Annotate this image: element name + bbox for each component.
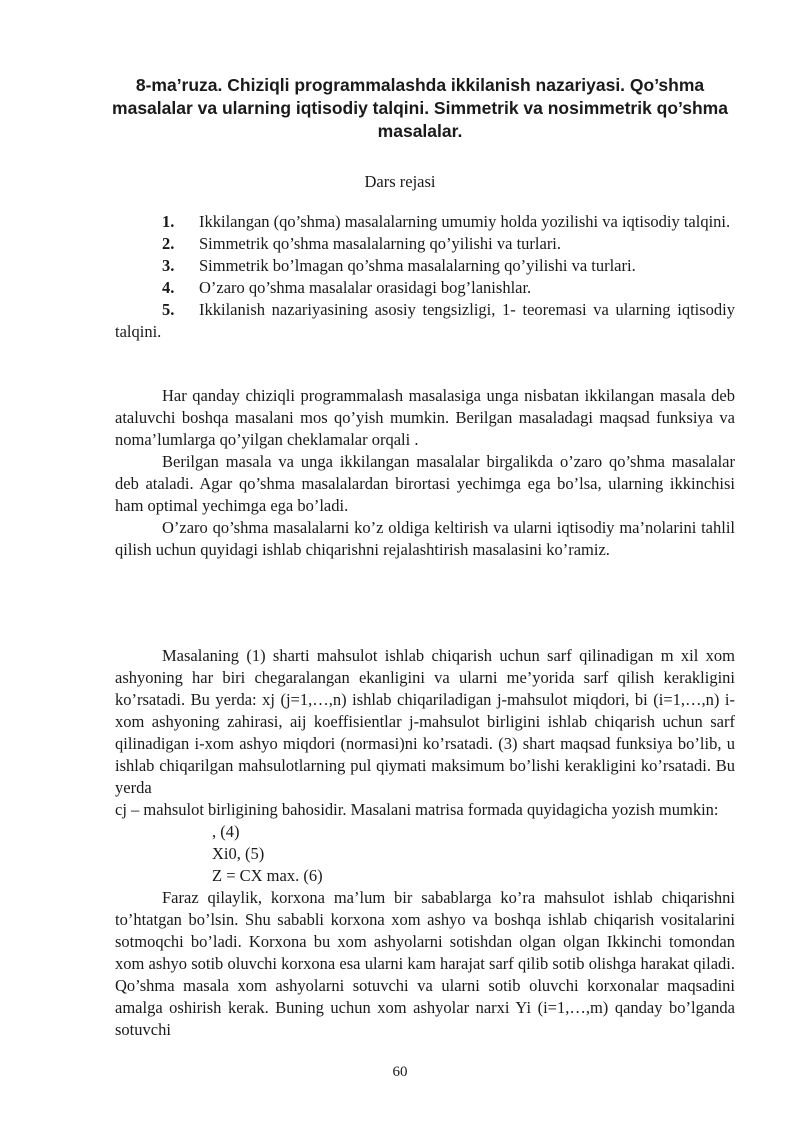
plan-heading: Dars rejasi <box>364 172 436 191</box>
plan-item-number: 3. <box>162 256 175 275</box>
body-section <box>115 645 735 1041</box>
plan-item <box>115 299 735 343</box>
plan-item <box>115 277 735 299</box>
plan-item-number: 5. <box>162 300 175 319</box>
lesson-plan-list <box>115 211 735 343</box>
body-paragraph: Faraz qilaylik, korxona ma’lum bir sabablarga ko’ra mahsulot ishlab chiqarishni to’htatgan bo’lsin. Shu sababli korxona xom ashyo va boshqa ishlab chiqarish vositalarini sotmoqchi bo’ladi. Korxona bu xom ashyolarni sotishdan olgan olgan Ikkinchi tomondan xom ashyo sotib oluvchi korxona esa ularni kam harajat sarf qilib sotib olishga harakat qiladi. Qo’shma masala xom ashyolarni sotuvchi va ularni sotib oluvchi korxonalar maqsadini amalga oshirish kerak. Buning uchun xom ashyolar narxi Yi (i=1,…,m) qanday bo’lganda sotuvchi <box>115 888 735 1039</box>
page-number: 60 <box>392 1064 408 1080</box>
plan-item-text: Simmetrik bo’lmagan qo’shma masalalarning qo’yilishi va turlari. <box>199 256 636 275</box>
intro-section <box>115 385 735 561</box>
body-paragraph: Masalaning (1) sharti mahsulot ishlab chiqarish uchun sarf qilinadigan m xil xom ashyoning har biri chegaralangan ekanligini va ularni me’yorida sarf qilish kerakligini ko’rsatadi. Bu yerda: xj (j=1,…,n) ishlab chiqariladigan j-mahsulot miqdori, bi (i=1,…,n) i-xom ashyoning zahirasi, aij koeffisientlar j-mahsulot birligini ishlab chiqarish uchun sarf qilinadigan i-xom ashyo miqdori (normasi)ni ko’rsatadi. (3) shart maqsad funksiya bo’lib, u ishlab chiqarilgan mahsulotlarning pul qiymati maksimum bo’lishi kerakligini ko’rsatadi. Bu yerda <box>115 646 735 797</box>
intro-paragraph: O’zaro qo’shma masalalarni ko’z oldiga keltirish va ularni iqtisodiy ma’nolarini tahlil qilish uchun quyidagi ishlab chiqarishni rejalashtirish masalasini ko’ramiz. <box>115 518 735 559</box>
intro-paragraph: Berilgan masala va unga ikkilangan masalalar birgalikda o’zaro qo’shma masalalar deb ataladi. Agar qo’shma masalalardan birortasi yechimga ega bo’lsa, ularning ikkinchisi ham optimal yechimga ega bo’ladi. <box>115 452 735 515</box>
lecture-title: 8-ma’ruza. Chiziqli programmalashda ikkilanish nazariyasi. Qo’shma masalalar va ularning iqtisodiy talqini. Simmetrik va nosimmetrik qo’shma masalalar. <box>112 75 728 141</box>
plan-item-number: 4. <box>162 278 175 297</box>
intro-paragraph: Har qanday chiziqli programmalash masalasiga unga nisbatan ikkilangan masala deb ataluvchi boshqa masalani mos qo’yish mumkin. Berilgan masaladagi maqsad funksiya va noma’lumlarga qo’yilgan cheklamalar orqali . <box>115 386 735 449</box>
plan-item <box>115 255 735 277</box>
formula-5: Xi0, (5) <box>212 844 265 863</box>
plan-item-text: Ikkilangan (qo’shma) masalalarning umumiy holda yozilishi va iqtisodiy talqini. <box>199 212 731 231</box>
formula-6: Z = CX max. (6) <box>212 866 323 885</box>
plan-item-text: Ikkilanish nazariyasining asosiy tengsizligi, 1- teoremasi va ularning iqtisodiy talqini. <box>115 300 735 341</box>
body-paragraph: cj – mahsulot birligining bahosidir. Masalani matrisa formada quyidagicha yozish mumkin: <box>115 800 719 819</box>
plan-item-text: Simmetrik qo’shma masalalarning qo’yilishi va turlari. <box>199 234 562 253</box>
formula-4: , (4) <box>212 822 240 841</box>
plan-item-number: 2. <box>162 234 175 253</box>
plan-item-text: O’zaro qo’shma masalalar orasidagi bog’lanishlar. <box>199 278 532 297</box>
plan-item-number: 1. <box>162 212 175 231</box>
plan-item <box>115 211 735 233</box>
plan-item <box>115 233 735 255</box>
